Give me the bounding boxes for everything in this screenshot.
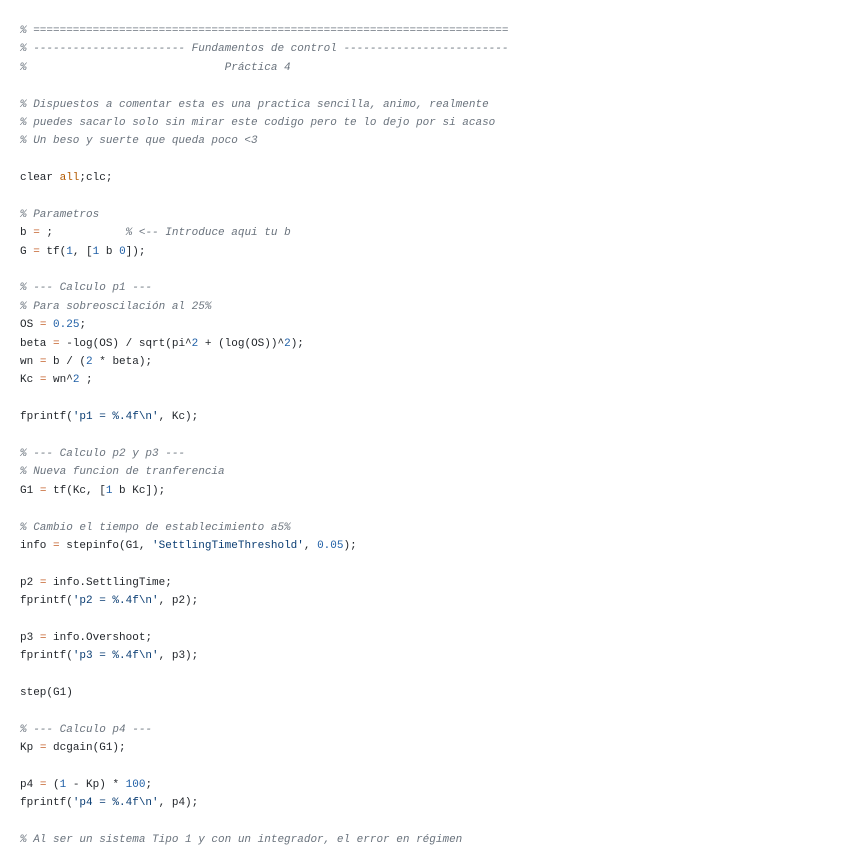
code-line bbox=[20, 114, 508, 132]
code-token: , Kc); bbox=[158, 411, 199, 424]
code-token: tf( bbox=[39, 245, 67, 258]
blank-line bbox=[20, 77, 508, 95]
code-line bbox=[20, 371, 508, 389]
number-token: 0.25 bbox=[53, 319, 80, 332]
code-line bbox=[20, 794, 508, 812]
code-token: ]); bbox=[125, 245, 146, 258]
code-line bbox=[20, 353, 508, 371]
code-token: ; bbox=[39, 227, 126, 240]
blank-line bbox=[20, 500, 508, 518]
code-line bbox=[20, 647, 508, 665]
blank-line bbox=[20, 702, 508, 720]
code-line bbox=[20, 831, 508, 849]
code-token: * beta); bbox=[92, 356, 153, 369]
number-token: 0.05 bbox=[317, 539, 344, 552]
code-line bbox=[20, 206, 508, 224]
comment-token: % Parametros bbox=[20, 208, 100, 221]
blank-line bbox=[20, 555, 508, 573]
code-token: + (log(OS))^ bbox=[198, 337, 285, 350]
code-token: p4 bbox=[20, 779, 40, 792]
code-line bbox=[20, 629, 508, 647]
code-token: b bbox=[20, 227, 34, 240]
code-token: ;clc; bbox=[79, 172, 113, 185]
operator-token: = bbox=[39, 631, 47, 644]
string-token: 'p2 = %.4f\n' bbox=[72, 595, 159, 608]
code-token: info bbox=[20, 539, 54, 552]
comment-token: % --- Calculo p1 --- bbox=[20, 282, 153, 295]
number-token: 1 bbox=[59, 779, 67, 792]
operator-token: = bbox=[39, 742, 47, 755]
code-token: G1 bbox=[20, 484, 40, 497]
number-token: 1 bbox=[92, 245, 100, 258]
code-line bbox=[20, 463, 508, 481]
blank-line bbox=[20, 611, 508, 629]
code-token: , p2); bbox=[158, 595, 199, 608]
code-token: Kp bbox=[20, 742, 40, 755]
code-line bbox=[20, 721, 508, 739]
code-token: p2 bbox=[20, 576, 40, 589]
code-token: , [ bbox=[72, 245, 93, 258]
blank-line bbox=[20, 188, 508, 206]
code-token: ); bbox=[290, 337, 304, 350]
code-line bbox=[20, 298, 508, 316]
blank-line bbox=[20, 666, 508, 684]
operator-token: = bbox=[39, 779, 47, 792]
code-token: wn bbox=[20, 356, 40, 369]
code-token: fprintf( bbox=[20, 650, 73, 663]
number-token: 100 bbox=[125, 779, 146, 792]
code-line bbox=[20, 408, 508, 426]
comment-token: % ======================================================================== bbox=[20, 25, 509, 37]
code-line bbox=[20, 519, 508, 537]
code-token: Kc bbox=[20, 374, 40, 387]
operator-token: = bbox=[39, 356, 47, 369]
code-line bbox=[20, 537, 508, 555]
comment-token: % --- Calculo p4 --- bbox=[20, 723, 153, 736]
blank-line bbox=[20, 758, 508, 776]
operator-token: = bbox=[39, 484, 47, 497]
code-token: ; bbox=[145, 779, 153, 792]
code-token: step(G1) bbox=[20, 687, 73, 700]
code-token: ); bbox=[343, 539, 357, 552]
code-token: - Kp) * bbox=[66, 779, 126, 792]
code-token: -log(OS) / sqrt(pi^ bbox=[59, 337, 192, 350]
code-token: , p4); bbox=[158, 797, 199, 810]
code-token: dcgain(G1); bbox=[46, 742, 126, 755]
code-line bbox=[20, 739, 508, 757]
blank-line bbox=[20, 151, 508, 169]
code-line bbox=[20, 59, 508, 77]
code-token: G bbox=[20, 245, 34, 258]
code-line bbox=[20, 592, 508, 610]
code-token: OS bbox=[20, 319, 40, 332]
number-token: 1 bbox=[105, 484, 113, 497]
blank-line bbox=[20, 261, 508, 279]
code-block bbox=[20, 22, 508, 850]
code-token: , bbox=[303, 539, 318, 552]
code-token: b bbox=[99, 245, 120, 258]
number-token: 2 bbox=[72, 374, 80, 387]
code-token: stepinfo(G1, bbox=[59, 539, 153, 552]
comment-token: % Un beso y suerte que queda poco <3 bbox=[20, 135, 258, 148]
comment-token: % Dispuestos a comentar esta es una practica sencilla, animo, realmente bbox=[20, 98, 489, 111]
code-line bbox=[20, 482, 508, 500]
code-token: b Kc]); bbox=[112, 484, 166, 497]
operator-token: = bbox=[53, 337, 60, 350]
code-line bbox=[20, 335, 508, 353]
code-token: fprintf( bbox=[20, 595, 73, 608]
comment-token: % --- Calculo p2 y p3 --- bbox=[20, 447, 186, 460]
operator-token: = bbox=[39, 319, 47, 332]
code-token: info.SettlingTime; bbox=[46, 576, 172, 589]
code-token: ; bbox=[79, 319, 87, 332]
code-line bbox=[20, 279, 508, 297]
operator-token: = bbox=[39, 576, 47, 589]
code-line bbox=[20, 574, 508, 592]
number-token: 1 bbox=[66, 245, 73, 258]
blank-line bbox=[20, 813, 508, 831]
comment-token: % Para sobreoscilación al 25% bbox=[20, 300, 212, 313]
code-line bbox=[20, 776, 508, 794]
code-line bbox=[20, 22, 508, 40]
code-line bbox=[20, 243, 508, 261]
code-token: b / ( bbox=[46, 356, 87, 369]
comment-token: % Al ser un sistema Tipo 1 y con un integrador, el error en régimen bbox=[20, 834, 463, 847]
code-line bbox=[20, 40, 508, 58]
code-token: clear bbox=[20, 172, 60, 185]
blank-line bbox=[20, 427, 508, 445]
code-line bbox=[20, 684, 508, 702]
number-token: 0 bbox=[119, 245, 126, 258]
code-token: tf(Kc, [ bbox=[46, 484, 106, 497]
code-line bbox=[20, 445, 508, 463]
code-token: ; bbox=[79, 374, 93, 387]
comment-token: % puedes sacarlo solo sin mirar este codigo pero te lo dejo por si acaso bbox=[20, 116, 496, 129]
number-token: 2 bbox=[191, 337, 199, 350]
keyword-token: all bbox=[59, 172, 80, 185]
operator-token: = bbox=[33, 245, 40, 258]
operator-token: = bbox=[53, 539, 60, 552]
code-line bbox=[20, 169, 508, 187]
string-token: 'p4 = %.4f\n' bbox=[72, 797, 159, 810]
code-line bbox=[20, 316, 508, 334]
code-token: info.Overshoot; bbox=[46, 631, 153, 644]
string-token: 'p1 = %.4f\n' bbox=[72, 411, 159, 424]
operator-token: = bbox=[39, 374, 47, 387]
string-token: 'SettlingTimeThreshold' bbox=[152, 539, 304, 552]
comment-token: % Práctica 4 bbox=[20, 61, 291, 74]
string-token: 'p3 = %.4f\n' bbox=[72, 650, 159, 663]
comment-token: % ----------------------- Fundamentos de control ------------------------- bbox=[20, 43, 509, 56]
comment-token: % Nueva funcion de tranferencia bbox=[20, 466, 225, 479]
code-token: beta bbox=[20, 337, 54, 350]
code-line bbox=[20, 224, 508, 242]
number-token: 2 bbox=[284, 337, 291, 350]
code-line bbox=[20, 96, 508, 114]
code-token: fprintf( bbox=[20, 797, 73, 810]
code-token: fprintf( bbox=[20, 411, 73, 424]
operator-token: = bbox=[33, 227, 40, 240]
comment-token: % <-- Introduce aqui tu b bbox=[125, 227, 291, 240]
comment-token: % Cambio el tiempo de establecimiento a5% bbox=[20, 521, 291, 534]
number-token: 2 bbox=[86, 356, 93, 369]
blank-line bbox=[20, 390, 508, 408]
code-token: p3 bbox=[20, 631, 40, 644]
code-line bbox=[20, 132, 508, 150]
code-token: , p3); bbox=[158, 650, 199, 663]
code-token: ( bbox=[46, 779, 60, 792]
code-token: wn^ bbox=[46, 374, 73, 387]
